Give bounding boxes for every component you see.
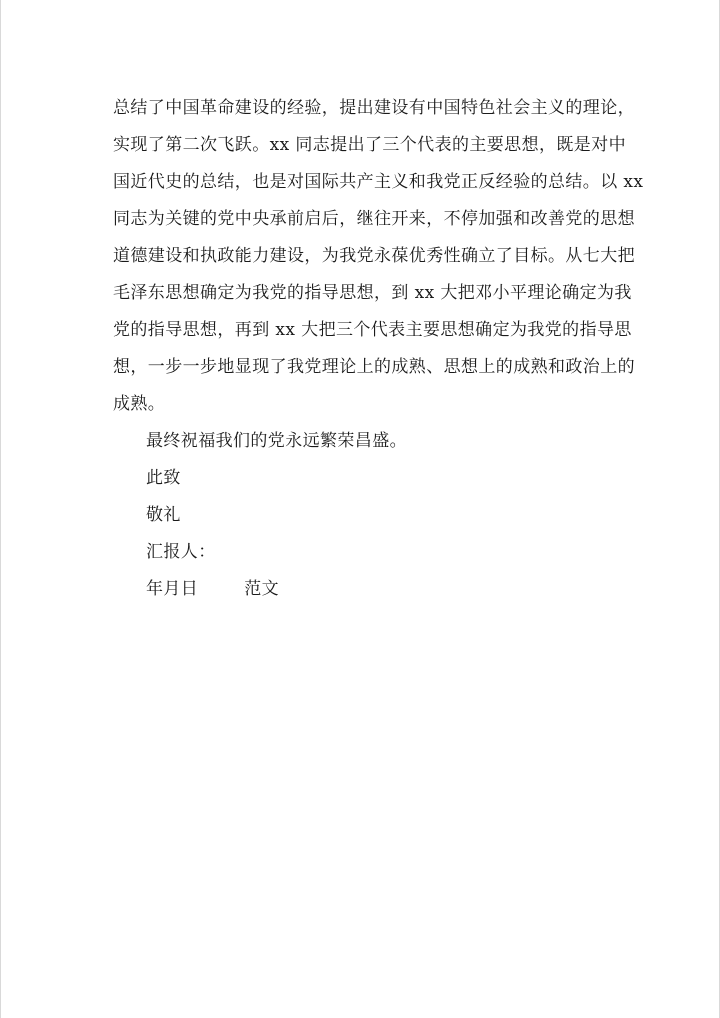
paragraph-line: 国近代史的总结，也是对国际共产主义和我党正反经验的总结。以 xx	[113, 172, 644, 192]
closing-line-2: 敬礼	[146, 505, 181, 525]
closing-line-1: 此致	[146, 468, 181, 488]
paragraph-line: 党的指导思想，再到 xx 大把三个代表主要思想确定为我党的指导思	[113, 320, 632, 340]
paragraph-line: 毛泽东思想确定为我党的指导思想，到 xx 大把邓小平理论确定为我	[113, 283, 632, 303]
paragraph-line: 总结了中国革命建设的经验，提出建设有中国特色社会主义的理论，	[113, 98, 635, 118]
paragraph-line: 实现了第二次飞跃。xx 同志提出了三个代表的主要思想，既是对中	[113, 135, 626, 155]
paragraph-line: 想，一步一步地显现了我党理论上的成熟、思想上的成熟和政治上的	[113, 357, 635, 377]
paragraph-line: 同志为关键的党中央承前启后，继往开来，不停加强和改善党的思想	[113, 209, 635, 229]
sample-label: 范文	[244, 579, 280, 599]
paragraph-line: 道德建设和执政能力建设，为我党永葆优秀性确立了目标。从七大把	[113, 246, 635, 266]
date-line	[113, 571, 613, 608]
paragraph-line: 成熟。	[113, 394, 166, 414]
date-text: 年月日	[146, 579, 199, 599]
document-body	[113, 90, 644, 608]
blessing-line: 最终祝福我们的党永远繁荣昌盛。	[146, 431, 407, 451]
reporter-line: 汇报人：	[146, 542, 216, 562]
